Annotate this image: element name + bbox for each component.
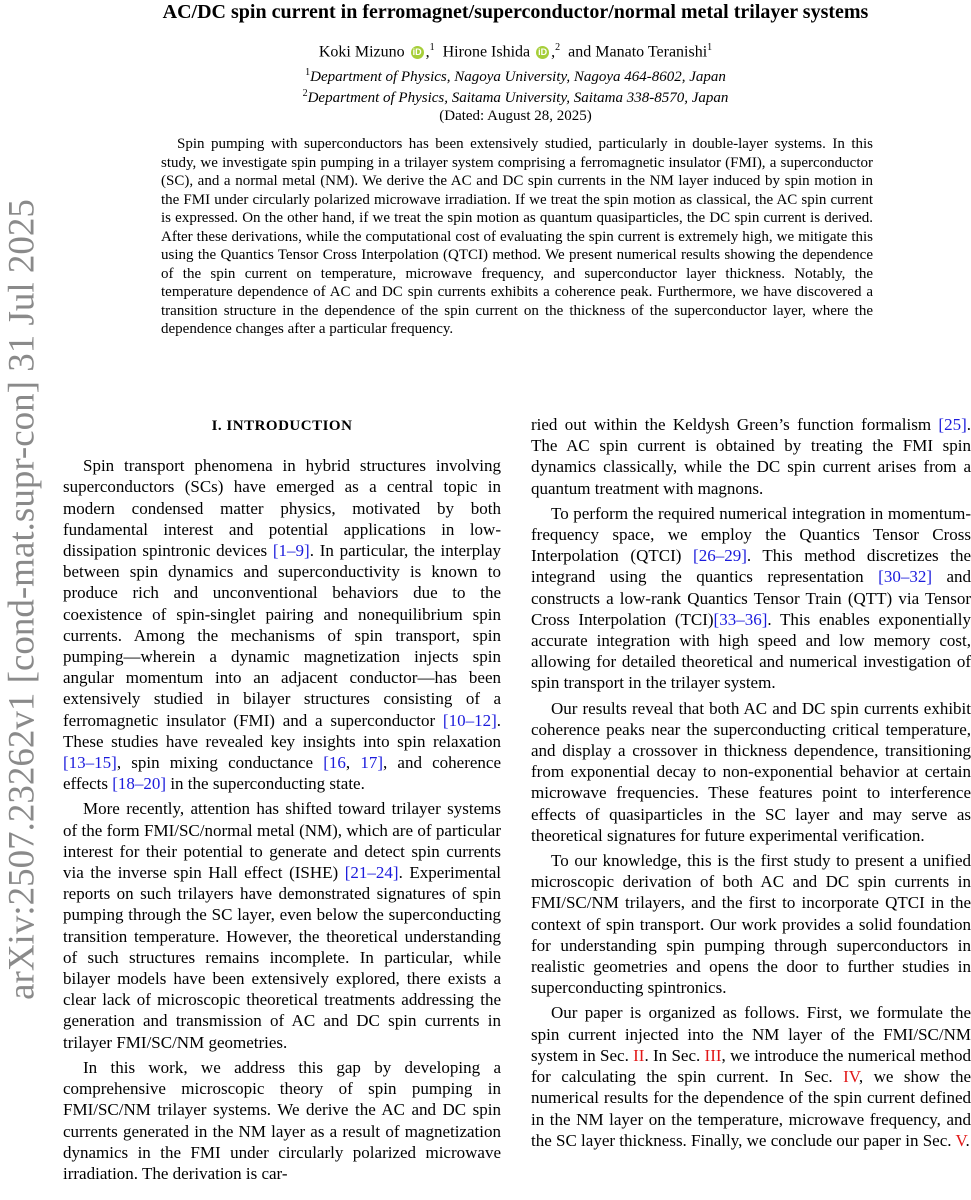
orcid-icon[interactable]: iD (538, 47, 548, 58)
abstract: Spin pumping with superconductors has been extensively studied, particularly in double-layer systems. In this study, we investigate spin pumping in a trilayer system comprising a ferromagnetic insulator (FMI), a superconductor (SC), and a normal metal (NM). We derive the AC and DC spin currents in the NM layer induced by spin motion in the FMI under circularly polarized microwave irradiation. If we treat the spin motion as classical, the AC spin current is expressed. On the other hand, if we treat the spin motion as quantum quasiparticles, the DC spin current is derived. After these derivations, while the computational cost of evaluating the spin current is extremely high, we mitigate this using the Quantics Tensor Cross Interpolation (QTCI) method. We present numerical results showing the dependence of the spin current on temperature, microwave frequency, and superconductor layer thickness. Notably, the temperature dependence of AC and DC spin currents exhibits a coherence peak. Furthermore, we have discovered a transition structure in the dependence of the spin current on the thickness of the superconductor layer, where the dependence changes after a particular frequency. (161, 136, 873, 337)
paragraph: Our paper is organized as follows. First, we formulate the spin current injected into the NM layer of the FMI/SC/NM system in Sec. II. In Sec. III, we introduce the numerical method for calculating the spin current. In Sec. IV, we show the numerical results for the dependence of the spin current defined in the NM layer on the temperature, microwave frequency, and the SC layer thickness. Finally, we conclude our paper in Sec. V. (531, 1003, 971, 1150)
author-name: Hirone Ishida (442, 43, 531, 61)
affiliation-text: Department of Physics, Saitama University, Saitama 338-8570, Japan (307, 90, 729, 106)
author-conjunction: and (568, 43, 592, 61)
citation-link[interactable]: [21–24] (344, 863, 399, 883)
affiliation-2 (60, 88, 971, 107)
author-name: Manato Teranishi (595, 43, 708, 61)
right-column (531, 414, 971, 1155)
citation-link[interactable]: [10–12] (442, 710, 497, 730)
paper-title: AC/DC spin current in ferromagnet/superconductor/normal metal trilayer systems (162, 1, 869, 23)
citation-link[interactable]: 17] (360, 753, 383, 773)
paragraph: ried out within the Keldysh Green’s function formalism [25]. The AC spin current is obtained by treating the FMI spin dynamics classically, while the DC spin current arises from a quantum treatment with magnons. (531, 415, 971, 498)
section-heading: I. INTRODUCTION (211, 418, 353, 434)
author-list: Koki Mizuno iD ,$^1$ Hirone Ishida iD ,$^2$ and Manato Teranishi$^1$ (318, 42, 713, 61)
paragraph: To perform the required numerical integration in momentum-frequency space, we employ the Quantics Tensor Cross Interpolation (QTCI) [26–29]. This method discretizes the integrand using the quantics representation [30–32] and constructs a low-rank Quantics Tensor Train (QTT) via Tensor Cross Interpolation (TCI)[33–36]. This enables exponentially accurate integration with high speed and low memory cost, allowing for detailed theoretical and numerical investigation of spin transport in the trilayer system. (531, 503, 971, 693)
paragraph: Our results reveal that both AC and DC spin currents exhibit coherence peaks near the superconducting critical temperature, and display a crossover in thickness dependence, transitioning from exponential decay to non-exponential behavior at certain microwave frequencies. These features point to interference effects of quasiparticles in the SC layer and may serve as theoretical signatures for future experimental verification. (531, 698, 971, 845)
citation-link[interactable]: [13–15] (63, 753, 117, 773)
arxiv-identifier: arXiv:2507.23262v1 [cond-mat.supr-con] 31 Jul 2025 (1, 199, 43, 1000)
affiliation-mark: 1 (305, 67, 311, 78)
arxiv-sidebar (0, 0, 44, 1200)
paragraph: To our knowledge, this is the first study to present a unified microscopic derivation of both AC and DC spin currents in FMI/SC/NM trilayers, and the first to incorporate QTCI in the context of spin transport. Our work provides a solid foundation for understanding spin pumping through superconductors in realistic geometries and opens the door to further studies in superconducting spintronics. (531, 851, 971, 998)
citation-link[interactable]: [25] (938, 415, 967, 434)
paragraph: More recently, attention has shifted toward trilayer systems of the form FMI/SC/normal metal (NM), which are of particular interest for their potential to generate and detect spin currents via the inverse spin Hall effect (ISHE) [21–24]. Experimental reports on such trilayers have demonstrated signatures of spin pumping through the SC layer, even below the superconducting transition temperature. However, the theoretical understanding of such structures remains incomplete. In particular, while bilayer models have been extensively explored, there exists a clear lack of microscopic theoretical treatments addressing the generation and transmission of AC and DC spin currents in trilayer FMI/SC/NM geometries. (63, 799, 501, 1052)
date-line: (Dated: August 28, 2025) (439, 108, 592, 124)
affiliation-mark: 1 (707, 42, 713, 53)
paragraph: Spin transport phenomena in hybrid structures involving superconductors (SCs) have emerged as a central topic in modern condensed matter physics, motivated by both fundamental interest and potential applications in low-dissipation spintronic devices [1–9]. In particular, the interplay between spin dynamics and superconductivity is known to produce rich and unconventional behaviors due to the coexistence of spin-singlet pairing and nonequilibrium spin currents. Among the mechanisms of spin transport, spin pumping—wherein a dynamic magnetization injects spin angular momentum into an adjacent conductor—has been extensively studied in bilayer structures consisting of a ferromagnetic insulator (FMI) and a superconductor [10–12]. These studies have revealed key insights into spin relaxation [13–15], spin mixing conductance [16, 17], and coherence effects [18–20] in the superconducting state. (63, 456, 502, 794)
citation-link[interactable]: [16 (323, 753, 346, 773)
paragraph: In this work, we address this gap by developing a comprehensive microscopic theory of spin pumping in FMI/SC/NM trilayer systems. We derive the AC and DC spin currents generated in the NM layer as a result of magnetization dynamics in the FMI under circularly polarized microwave irradiation. The derivation is car- (63, 1057, 501, 1183)
citation-link[interactable]: [30–32] (878, 567, 932, 587)
affiliation-mark: 2 (555, 42, 561, 53)
affiliation-text: Department of Physics, Nagoya University, Nagoya 464-8602, Japan (310, 69, 726, 85)
affiliation-mark: 2 (302, 88, 308, 99)
affiliation-mark: 1 (429, 42, 435, 53)
citation-link[interactable]: [33–36] (713, 609, 768, 629)
section-link[interactable]: III (704, 1045, 722, 1065)
orcid-icon[interactable]: iD (412, 47, 422, 58)
section-link[interactable]: IV (843, 1067, 859, 1087)
affiliation-1 (60, 67, 971, 86)
left-column (63, 414, 501, 1188)
citation-link[interactable]: [26–29] (693, 546, 747, 566)
section-link[interactable]: II (633, 1045, 645, 1065)
citation-link[interactable]: [1–9] (272, 541, 310, 561)
section-link[interactable]: V (955, 1130, 966, 1150)
citation-link[interactable]: [18–20] (112, 774, 167, 794)
author-name: Koki Mizuno (318, 43, 405, 61)
